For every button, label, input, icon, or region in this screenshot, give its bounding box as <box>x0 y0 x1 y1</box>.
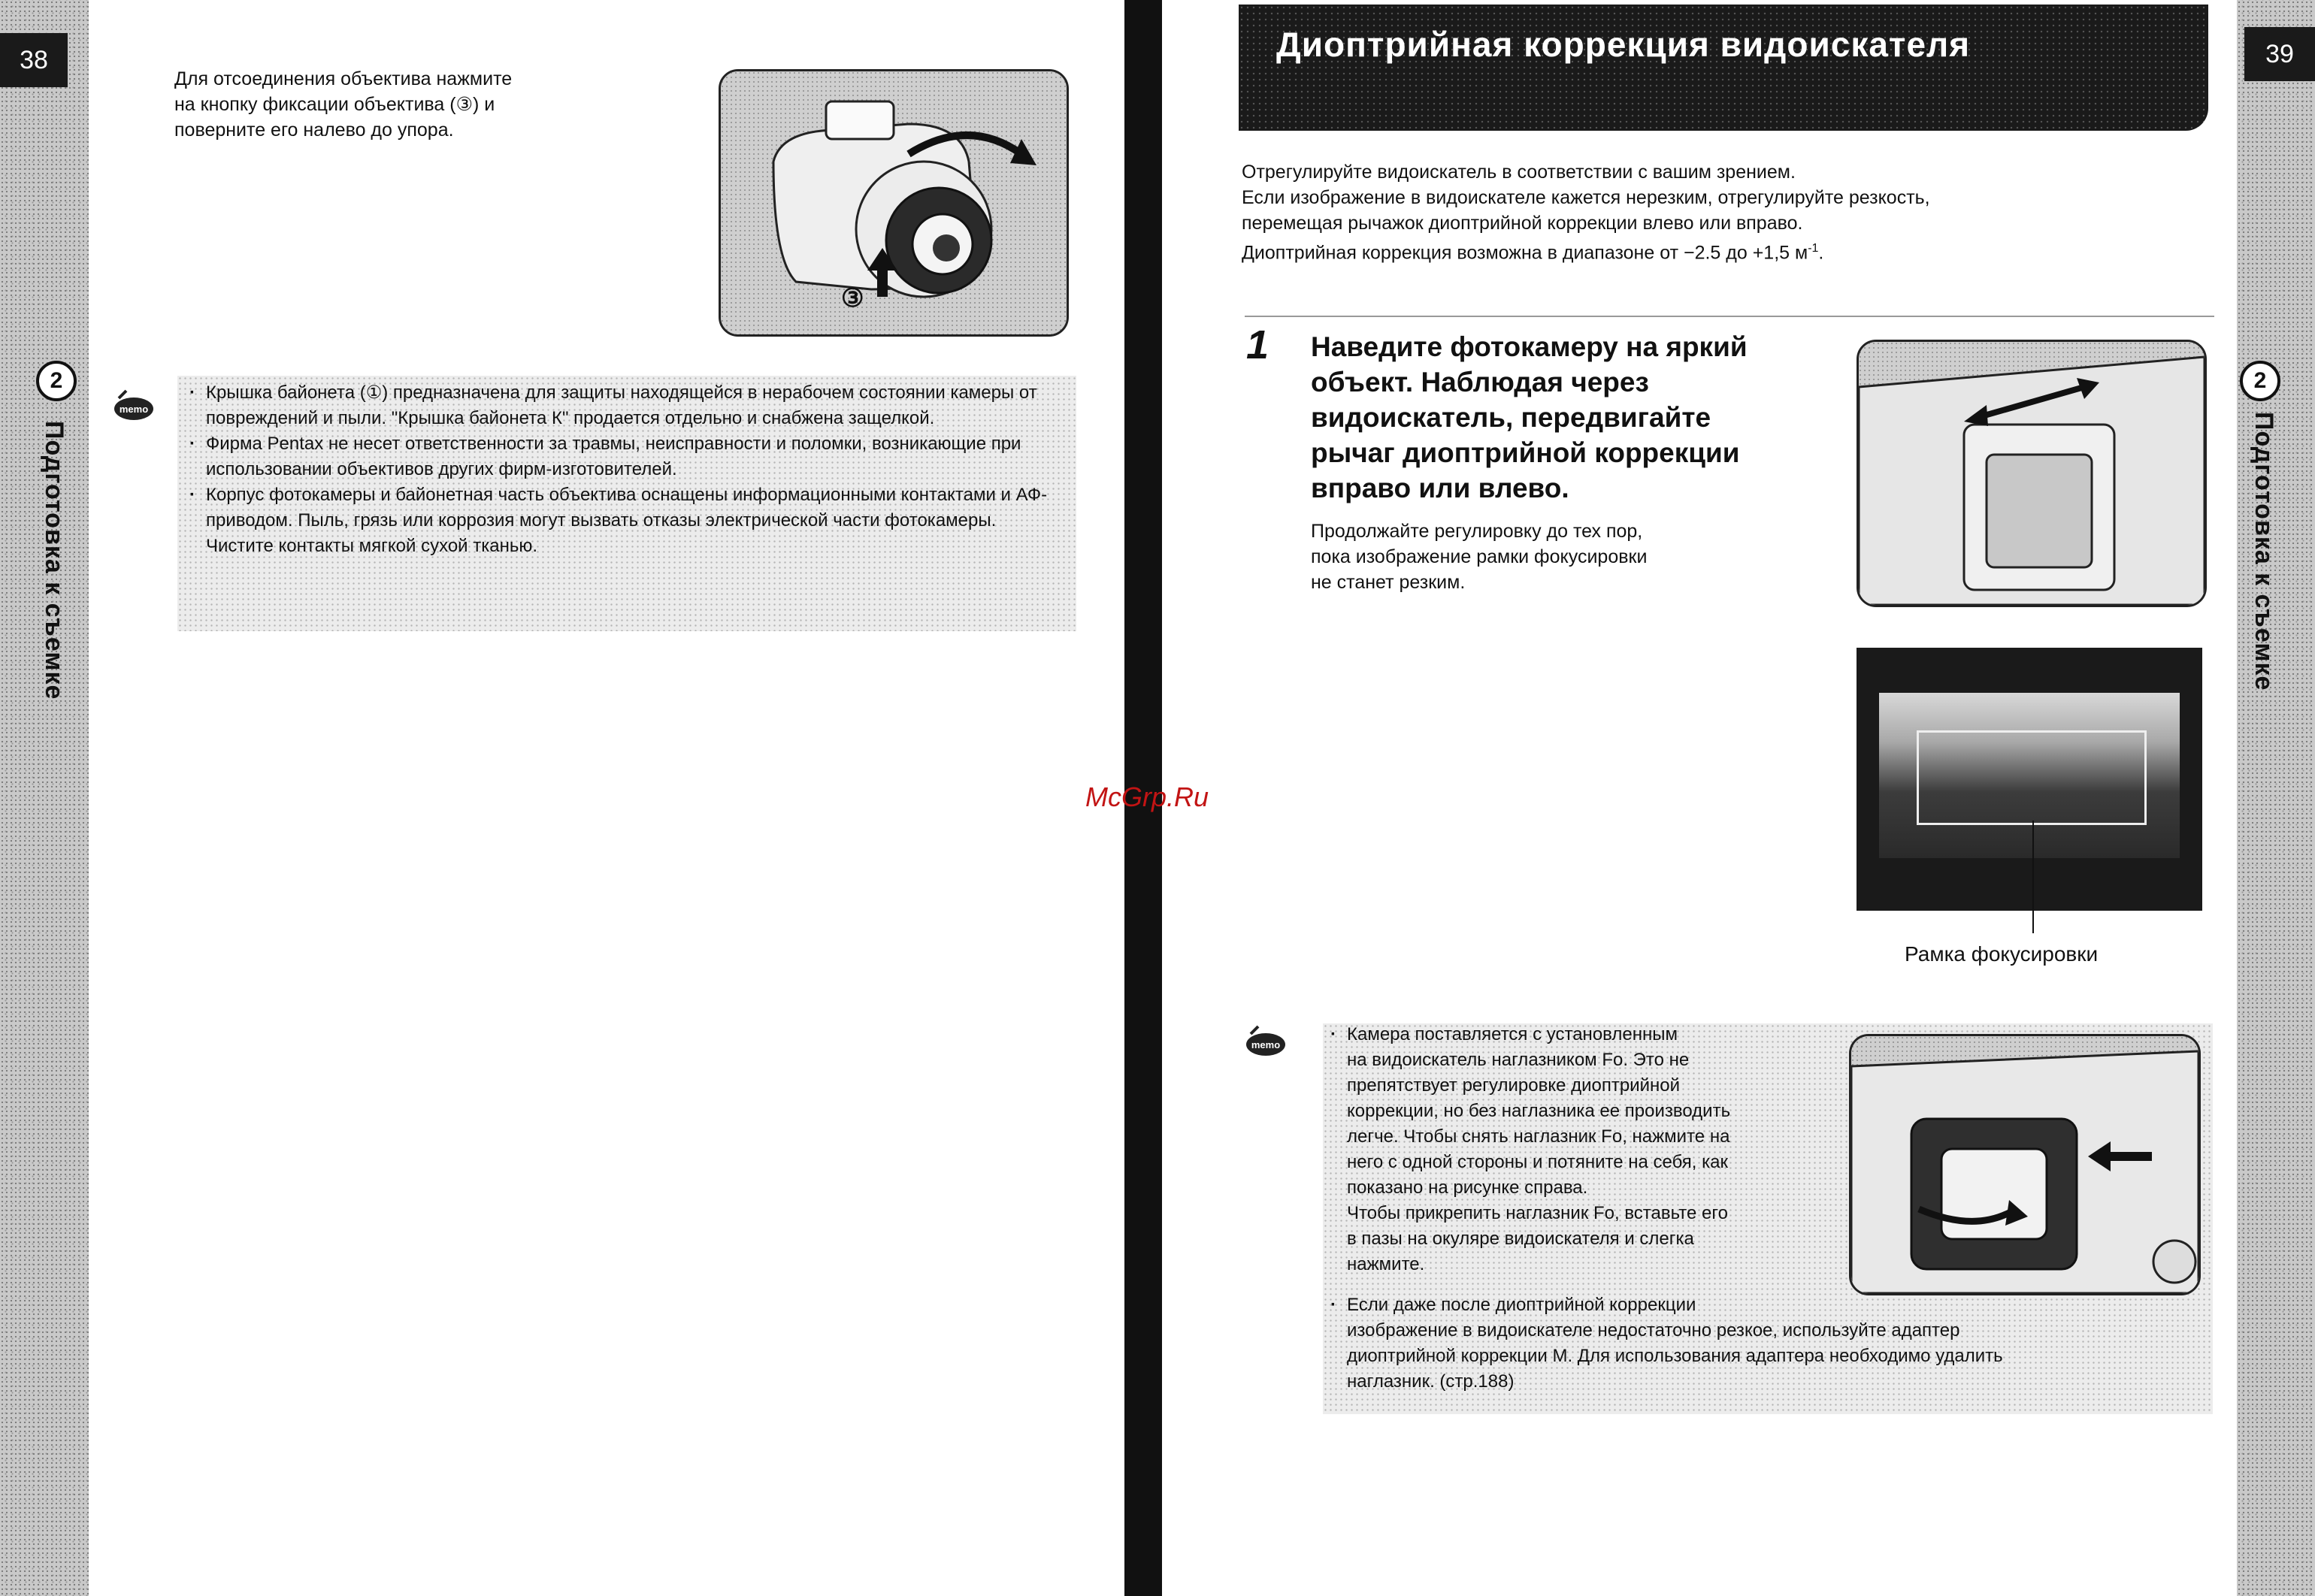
right-note-2 <box>1330 1292 2210 1395</box>
note-line: нажмите. <box>1347 1254 1425 1274</box>
photo-caption: Рамка фокусировки <box>1905 942 2099 966</box>
step-heading-line: рычаг диоптрийной коррекции <box>1311 437 1740 468</box>
note-item: · Корпус фотокамеры и байонетная часть объектива оснащены информационными контактами и АФ-приводом. Пыль, грязь или коррозия могут вызвать отказы электрической части фотокамеры. Чистите контакты мягкой сухой тканью. <box>189 482 1061 559</box>
left-intro-text <box>174 66 640 143</box>
note-line: · Камера поставляется с установленным <box>1330 1024 1678 1044</box>
step-text-line: не станет резким. <box>1311 572 1466 593</box>
right-note-1 <box>1330 1022 1841 1277</box>
left-notes-list <box>189 380 1061 559</box>
step-heading-line: видоискатель, передвигайте <box>1311 402 1711 433</box>
note-line: показано на рисунке справа. <box>1347 1177 1588 1198</box>
right-intro-text <box>1242 159 2219 265</box>
step-text-line: Продолжайте регулировку до тех пор, <box>1311 521 1643 542</box>
camera-illustration <box>721 71 1067 334</box>
note-line: · Если даже после диоптрийной коррекции <box>1330 1295 1696 1315</box>
note-line: легче. Чтобы снять наглазник Fo, нажмите на <box>1347 1126 1730 1147</box>
note-item: · Крышка байонета (①) предназначена для защиты находящейся в нерабочем состоянии камеры от повреждений и пыли. "Крышка байонета К" продается отдельно и снабжена защелкой. <box>189 380 1061 431</box>
side-label-right: Подготовка к съемке <box>2250 412 2278 691</box>
camera-lens-figure <box>719 69 1069 337</box>
camera-callout-label: ③ <box>841 284 864 313</box>
focus-frame <box>1917 730 2147 825</box>
page-number-left: 38 <box>0 33 68 87</box>
viewfinder-figure <box>1857 340 2207 607</box>
focus-frame-photo <box>1857 648 2202 911</box>
note-line: коррекции, но без наглазника ее производить <box>1347 1101 1731 1121</box>
note-line: изображение в видоискателе недостаточно резкое, используйте адаптер <box>1347 1320 1960 1341</box>
note-item: · Фирма Pentax не несет ответственности за травмы, неисправности и поломки, возникающие при использовании объективов других фирм-изготовителей. <box>189 431 1061 482</box>
right-intro-line: перемещая рычажок диоптрийной коррекции влево или вправо. <box>1242 213 1803 234</box>
note-line: него с одной стороны и потяните на себя, как <box>1347 1152 1728 1172</box>
watermark: McGrp.Ru <box>1085 781 1209 812</box>
step-text-line: пока изображение рамки фокусировки <box>1311 546 1648 567</box>
note-line: в пазы на окуляре видоискателя и слегка <box>1347 1229 1694 1249</box>
page-number-right: 39 <box>2244 27 2315 81</box>
chapter-number-left: 2 <box>36 361 77 401</box>
step-heading-line: объект. Наблюдая через <box>1311 367 1649 397</box>
eyecup-figure <box>1849 1034 2201 1295</box>
side-label-left: Подготовка к съемке <box>40 421 68 700</box>
step-heading-line: Наведите фотокамеру на яркий <box>1311 331 1748 362</box>
right-side-strip <box>2237 0 2315 1596</box>
note-line: наглазник. (стр.188) <box>1347 1371 1515 1392</box>
memo-icon <box>111 388 156 422</box>
chapter-number-right: 2 <box>2240 361 2280 401</box>
left-intro-line: Для отсоединения объектива нажмите <box>174 68 513 89</box>
right-intro-line: Диоптрийная коррекция возможна в диапазоне от −2.5 до +1,5 $м^{-1}$. <box>1242 242 1824 264</box>
step-text <box>1311 518 1762 595</box>
memo-icon <box>1243 1023 1288 1058</box>
left-intro-line: поверните его налево до упора. <box>174 119 454 141</box>
section-divider <box>1245 316 2214 317</box>
step-heading <box>1311 329 1748 506</box>
right-intro-line: Если изображение в видоискателе кажется нерезким, отрегулируйте резкость, <box>1242 187 1930 208</box>
step-heading-line: вправо или влево. <box>1311 473 1569 503</box>
note-line: препятствует регулировке диоптрийной <box>1347 1075 1681 1096</box>
svg-text:memo: memo <box>119 404 149 415</box>
note-line: на видоискатель наглазником Fo. Это не <box>1347 1050 1690 1070</box>
page-title: Диоптрийная коррекция видоискателя <box>1276 25 1971 64</box>
left-intro-line: на кнопку фиксации объектива (③) и <box>174 94 495 115</box>
right-intro-line: Отрегулируйте видоискатель в соответствии с вашим зрением. <box>1242 162 1796 183</box>
note-line: диоптрийной коррекции М. Для использования адаптера необходимо удалить <box>1347 1346 2003 1366</box>
caption-leader-line <box>2032 821 2034 933</box>
svg-text:memo: memo <box>1251 1039 1281 1050</box>
step-number: 1 <box>1246 322 1269 367</box>
note-line: Чтобы прикрепить наглазник Fo, вставьте его <box>1347 1203 1728 1223</box>
left-side-strip <box>0 0 89 1596</box>
